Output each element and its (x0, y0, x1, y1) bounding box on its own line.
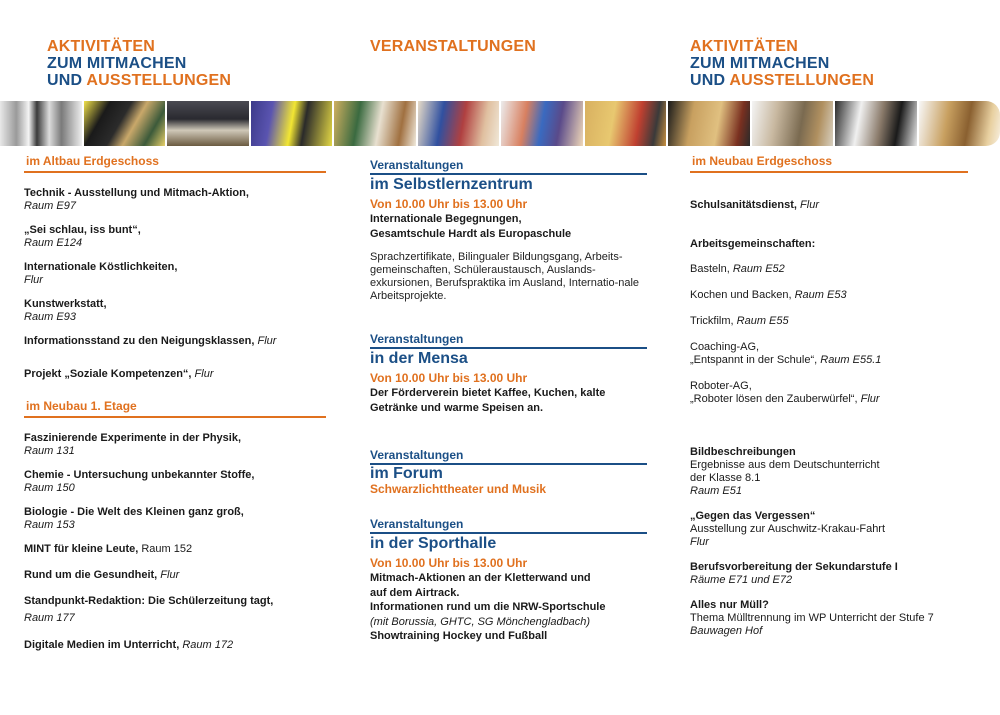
list-item (24, 543, 326, 556)
list-item (690, 315, 968, 328)
event-selbstlernzentrum (370, 158, 647, 303)
item-line: Ausstellung zur Auschwitz-Krakau-Fahrt (690, 523, 886, 535)
item-location: Flur (24, 274, 43, 286)
section-heading-neubau-1: im Neubau 1. Etage (24, 395, 326, 418)
event-subtitle: Schwarzlichttheater und Musik (370, 482, 547, 496)
item-title: Projekt „Soziale Kompetenzen“, (24, 368, 192, 380)
left-title (47, 38, 231, 89)
item-title: Schulsanitätsdienst, (690, 199, 797, 211)
item-title: MINT für kleine Leute, (24, 543, 139, 555)
item-title: Roboter-AG, (690, 380, 752, 392)
event-place: in der Mensa (370, 350, 468, 367)
item-location: Raum 152 (141, 543, 193, 555)
item-title: Bildbeschreibungen (690, 446, 796, 458)
list-item (24, 368, 326, 381)
item-title: „Sei schlau, iss bunt“, (24, 224, 141, 236)
event-time: Von 10.00 Uhr bis 13.00 Uhr (370, 556, 528, 570)
photo-tile (418, 101, 500, 146)
event-line: Gesamtschule Hardt als Europaschule (370, 228, 572, 240)
left-column (24, 150, 326, 663)
event-line: Getränke und warme Speisen an. (370, 401, 544, 414)
item-location: Räume E71 und E72 (690, 574, 793, 586)
item-location: Raum E52 (732, 263, 785, 275)
item-location: Bauwagen Hof (690, 625, 763, 637)
item-location: Raum E124 (24, 237, 83, 249)
item-location: Raum E55 (736, 315, 789, 327)
left-title-line2: ZUM MITMACHEN (47, 55, 187, 72)
event-line-italic: (mit Borussia, GHTC, SG Mönchengladbach) (370, 615, 591, 628)
exhibit-item (690, 599, 968, 638)
list-item (690, 263, 968, 276)
photo-tile (167, 101, 249, 146)
item-title: Technik - Ausstellung und Mitmach-Aktion, (24, 187, 249, 199)
event-line: Internationale Begegnungen, (370, 213, 522, 225)
list-item (24, 335, 326, 348)
right-title-line3-a: UND (690, 72, 730, 89)
photo-tile (919, 101, 1000, 146)
item-location: Raum 177 (24, 612, 75, 624)
ag-heading: Arbeitsgemeinschaften: (690, 238, 816, 250)
photo-tile (501, 101, 583, 146)
event-line: Showtraining Hockey und Fußball (370, 630, 548, 642)
list-item (24, 595, 326, 625)
item-location: Raum E51 (690, 485, 742, 497)
photo-strip (0, 101, 1000, 146)
event-place: in der Sporthalle (370, 535, 497, 552)
item-title: Rund um die Gesundheit, (24, 569, 158, 581)
item-title: Standpunkt-Redaktion: Die Schülerzeitung tagt, (24, 595, 274, 607)
list-item (24, 506, 326, 532)
event-line: Der Förderverein bietet Kaffee, Kuchen, kalte (370, 387, 606, 399)
photo-tile (752, 101, 834, 146)
event-time: Von 10.00 Uhr bis 13.00 Uhr (370, 371, 528, 385)
photo-tile (0, 101, 82, 146)
event-line: Mitmach-Aktionen an der Kletterwand und (370, 572, 591, 584)
item-location: Raum E93 (24, 311, 76, 323)
right-title-line1: AKTIVITÄTEN (690, 38, 798, 55)
item-location: Raum 172 (182, 639, 234, 651)
event-mensa (370, 332, 647, 415)
event-line: auf dem Airtrack. (370, 586, 460, 599)
event-forum (370, 448, 647, 496)
item-subtitle: „Roboter lösen den Zauberwürfel“, (690, 393, 858, 405)
item-title: Internationale Köstlichkeiten, (24, 261, 178, 273)
right-title-line2: ZUM MITMACHEN (690, 55, 830, 72)
photo-tile (835, 101, 917, 146)
item-location: Raum 131 (24, 445, 75, 457)
item-title: Kochen und Backen, (690, 289, 792, 301)
exhibit-item (690, 446, 968, 498)
photo-tile (251, 101, 333, 146)
left-title-line3 (47, 72, 231, 89)
event-place: im Forum (370, 465, 443, 482)
event-place: im Selbstlernzentrum (370, 176, 533, 193)
item-title: Kunstwerkstatt, (24, 298, 107, 310)
item-line: Thema Mülltrennung im WP Unterricht der Stufe 7 (690, 612, 934, 624)
left-title-line3-b: AUSSTELLUNGEN (86, 72, 232, 89)
item-title: Digitale Medien im Unterricht, (24, 639, 180, 651)
left-title-line3-a: UND (47, 72, 87, 89)
list-item (24, 432, 326, 458)
item-title: Chemie - Untersuchung unbekannter Stoffe, (24, 469, 255, 481)
item-title: Alles nur Müll? (690, 599, 769, 611)
item-subtitle: „Entspannt in der Schule“, (690, 354, 818, 366)
item-location: Flur (690, 536, 709, 548)
item-line: der Klasse 8.1 (690, 472, 761, 484)
list-item (24, 569, 326, 582)
list-item (24, 187, 326, 213)
item-location: Raum E55.1 (820, 354, 882, 366)
item-title: Trickfilm, (690, 315, 734, 327)
item-location: Flur (800, 199, 819, 211)
list-item (24, 298, 326, 324)
section-heading-neubau-eg: im Neubau Erdgeschoss (690, 150, 968, 173)
photo-tile (84, 101, 166, 146)
item-title: Faszinierende Experimente in der Physik, (24, 432, 242, 444)
right-title (690, 38, 874, 89)
event-label: Veranstaltungen (370, 448, 647, 465)
exhibit-item (690, 561, 968, 587)
right-column (690, 150, 968, 649)
event-description: Sprachzertifikate, Bilingualer Bildungsgang, Arbeits-gemeinschaften, Schüleraustausch, Auslands-exkursionen, Berufspraktika im Ausland, Internatio-nale Arbeitsprojekte. (370, 251, 640, 302)
list-item (690, 380, 968, 406)
item-title: Coaching-AG, (690, 341, 760, 353)
list-item (24, 224, 326, 250)
item-location: Flur (257, 335, 277, 347)
event-sporthalle (370, 517, 647, 644)
photo-tile (585, 101, 667, 146)
event-line: Informationen rund um die NRW-Sportschule (370, 601, 606, 613)
list-item (690, 341, 968, 367)
exhibit-item (690, 510, 968, 549)
item-title: Informationsstand zu den Neigungsklassen, (24, 335, 255, 347)
item-title: „Gegen das Vergessen“ (690, 510, 816, 522)
item-location: Raum E53 (794, 289, 847, 301)
item-title: Biologie - Die Welt des Kleinen ganz groß, (24, 506, 244, 518)
list-item (690, 289, 968, 302)
right-title-line3 (690, 72, 874, 89)
center-title: VERANSTALTUNGEN (370, 38, 536, 55)
event-label: Veranstaltungen (370, 332, 647, 349)
event-label: Veranstaltungen (370, 158, 647, 175)
item-location: Raum 150 (24, 482, 75, 494)
list-item (24, 469, 326, 495)
left-title-line1: AKTIVITÄTEN (47, 38, 155, 55)
item-line: Ergebnisse aus dem Deutschunterricht (690, 459, 880, 471)
item-location: Raum 153 (24, 519, 75, 531)
item-location: Flur (194, 368, 214, 380)
list-item (690, 199, 968, 212)
item-location: Flur (160, 569, 180, 581)
right-title-line3-b: AUSSTELLUNGEN (729, 72, 875, 89)
item-location: Raum E97 (24, 200, 76, 212)
item-title: Berufsvorbereitung der Sekundarstufe I (690, 561, 898, 573)
list-item (24, 261, 326, 287)
event-label: Veranstaltungen (370, 517, 647, 534)
section-heading-altbau: im Altbau Erdgeschoss (24, 150, 326, 173)
item-location: Flur (860, 393, 880, 405)
event-time: Von 10.00 Uhr bis 13.00 Uhr (370, 197, 528, 211)
item-title: Basteln, (690, 263, 730, 275)
photo-tile (334, 101, 416, 146)
photo-tile (668, 101, 750, 146)
list-item (24, 639, 326, 652)
